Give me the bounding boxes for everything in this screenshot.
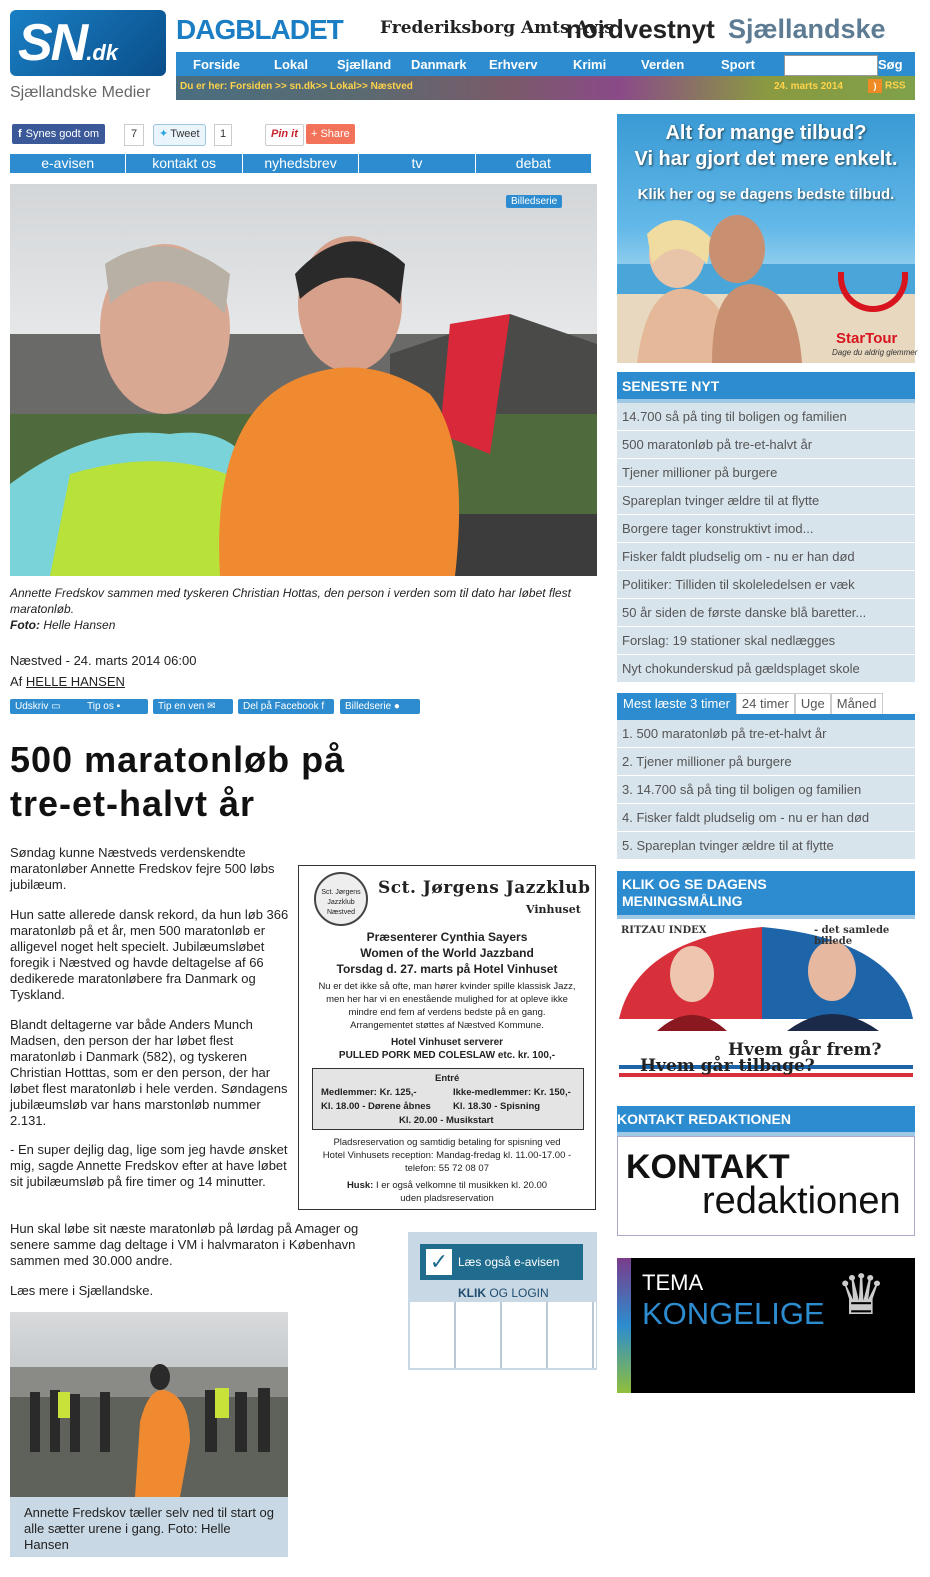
ad-line: Hotel Vinhusets reception: Mandag-fredag kl. 11.00-17.00 - xyxy=(322,1150,572,1161)
printer-icon: ▭ xyxy=(51,701,61,712)
billedserie-badge[interactable]: Billedserie xyxy=(506,195,562,208)
ad-line xyxy=(300,1180,594,1191)
header-date: 24. marts 2014 xyxy=(774,81,843,92)
tip-os-label: Tip os xyxy=(87,701,114,712)
photo-credit-label: Foto: xyxy=(10,618,40,632)
subnav-tv[interactable]: tv xyxy=(359,154,475,173)
nav-danmark[interactable]: Danmark xyxy=(411,57,467,72)
ad-line: Arrangementet støttes af Næstved Kommune. xyxy=(350,1020,544,1031)
share-label: Share xyxy=(320,128,350,140)
nav-verden[interactable]: Verden xyxy=(641,57,685,72)
brand-sjaellandske[interactable]: Sjællandske xyxy=(728,14,886,44)
list-item[interactable]: 50 år siden de første danske blå baretter... xyxy=(617,599,915,627)
tema-label: TEMA xyxy=(642,1270,704,1295)
tweet-button[interactable] xyxy=(153,124,206,146)
nav-forside[interactable]: Forside xyxy=(193,57,240,72)
ad-line: uden pladsreservation xyxy=(400,1193,494,1204)
subnav-kontakt[interactable]: kontakt os xyxy=(126,154,242,173)
share-facebook-label: Del på Facebook xyxy=(243,701,319,712)
list-item[interactable]: 1. 500 maratonløb på tre-et-halvt år xyxy=(617,720,915,748)
breadcrumb[interactable]: Du er her: Forsiden >> sn.dk>> Lokal>> Næstved xyxy=(180,81,413,92)
tip-os-button[interactable] xyxy=(82,699,148,714)
ad-headline-1: Alt for mange tilbud? xyxy=(665,122,867,144)
ad-headline-2: Vi har gjort det mere enkelt. xyxy=(634,148,898,170)
search-input[interactable] xyxy=(784,55,878,76)
body-paragraph: Blandt deltagerne var både Anders Munch Madsen, den person der har løbet flest maratonløb i Danmark (582), og tyskeren Christian Hotttas, som er den person, der har løbet flest maratonløb i hele verden. Søndagens jubilæumsløb var hans marstonløb nummer 2.131. xyxy=(10,1017,288,1128)
tab-uge[interactable]: Uge xyxy=(795,693,831,714)
headline-line-1: 500 maratonløb på xyxy=(10,739,346,780)
poll-tagline: - det samlede billede xyxy=(814,925,890,947)
ad-line: Pladsreservation og samtidig betaling for spisning ved xyxy=(333,1137,561,1148)
seneste-nyt-list xyxy=(617,403,915,683)
ad-line: Women of the World Jazzband xyxy=(360,946,534,960)
list-item[interactable]: 500 maratonløb på tre-et-halvt år xyxy=(617,431,915,459)
ad-line: Nu er det ikke så ofte, man hører kvinder spille klassisk Jazz, xyxy=(318,981,576,992)
facebook-icon: f xyxy=(18,128,22,140)
brand-nordvestnyt[interactable]: nordvestnyt xyxy=(566,14,715,44)
ad-line: telefon: 55 72 08 07 xyxy=(405,1163,489,1174)
e-avis-og-login: OG LOGIN xyxy=(486,1286,549,1300)
tweet-label: Tweet xyxy=(170,128,200,140)
rss-label: RSS xyxy=(885,80,906,92)
checkmark-icon: ✓ xyxy=(426,1249,452,1275)
poll-question-2: Hvem går tilbage? xyxy=(640,1056,815,1076)
nav-sport[interactable]: Sport xyxy=(721,57,755,72)
e-avis-klik: KLIK xyxy=(458,1286,486,1300)
search-button[interactable]: Søg xyxy=(878,57,903,72)
kontakt-big-text: KONTAKT xyxy=(626,1148,790,1186)
tip-en-ven-button[interactable] xyxy=(153,699,233,714)
list-item[interactable]: 4. Fisker faldt pludselig om - nu er han død xyxy=(617,804,915,832)
kontakt-small-text: redaktionen xyxy=(702,1180,901,1222)
second-photo-caption: Annette Fredskov tæller selv ned til start og alle sætter urene i gang. Foto: Helle Hansen xyxy=(10,1497,288,1557)
nav-lokal[interactable]: Lokal xyxy=(274,57,308,72)
seneste-nyt-heading: SENESTE NYT xyxy=(617,372,915,403)
photo2-illustration xyxy=(10,1312,288,1497)
body-paragraph: Læs mere i Sjællandske. xyxy=(10,1283,154,1298)
logo-subtitle: Sjællandske Medier xyxy=(10,84,151,101)
ad-price-member: Medlemmer: Kr. 125,- xyxy=(321,1087,417,1098)
most-read-tabs xyxy=(617,693,915,714)
jazz-price-box xyxy=(312,1068,584,1130)
ad-line: Torsdag d. 27. marts på Hotel Vinhuset xyxy=(336,962,558,976)
ad-line: PULLED PORK MED COLESLAW etc. kr. 100,- xyxy=(338,1050,556,1061)
facebook-small-icon: f xyxy=(321,701,325,712)
subnav-debat[interactable]: debat xyxy=(515,155,551,171)
photo-illustration xyxy=(10,184,597,576)
dateline: Næstved - 24. marts 2014 06:00 xyxy=(10,653,197,668)
startour-brand: StarTour xyxy=(836,330,898,347)
kontakt-heading: KONTAKT REDAKTIONEN xyxy=(617,1106,915,1136)
ad-headline-3: Klik her og se dagens bedste tilbud. xyxy=(637,186,895,203)
sn-logo[interactable] xyxy=(10,10,166,76)
rss-icon: ) xyxy=(868,79,882,93)
body-paragraph: - En super dejlig dag, lige som jeg havde ønsket mig, sagde Annette Fredskov efter at have løbet sit jubilæumsløb på fire timer og 14 minutter. xyxy=(10,1142,288,1189)
ad-entre: Entré xyxy=(435,1073,460,1084)
subnav-e-avisen[interactable]: e-avisen xyxy=(10,154,126,173)
tip-en-ven-label: Tip en ven xyxy=(158,701,205,712)
facebook-like-label: Synes godt om xyxy=(25,128,100,140)
facebook-like-count: 7 xyxy=(124,124,144,146)
ad-line: men her har vi en enestående mulighed for at opleve ikke xyxy=(326,994,568,1005)
author-line xyxy=(10,674,125,689)
print-label: Udskriv xyxy=(15,701,49,712)
crown-icon: ♛ xyxy=(836,1263,887,1326)
body-paragraph: Hun satte allerede dansk rekord, da hun løb 366 maratonløb på et år, men 500 maratonløb er alligevel noget helt specielt. Jubilæumsløbet foregik i Næstved og havde deltagelse af 66 dedikerede maratonløbere fra Danmark og Tyskland. xyxy=(10,907,289,1002)
tab-maaned[interactable]: Måned xyxy=(831,693,883,714)
twitter-icon: ✦ xyxy=(159,128,169,140)
article-second-photo[interactable] xyxy=(10,1312,288,1497)
poll-heading-1: KLIK OG SE DAGENS xyxy=(622,876,767,892)
person-icon: ● xyxy=(393,701,400,712)
camera-icon: ▪ xyxy=(116,701,121,712)
nav-krimi[interactable]: Krimi xyxy=(573,57,607,72)
subnav-nyhedsbrev[interactable]: nyhedsbrev xyxy=(243,154,359,173)
tab-3-timer[interactable]: Mest læste 3 timer xyxy=(617,693,736,714)
tweet-count: 1 xyxy=(214,124,232,146)
list-item[interactable]: 5. Spareplan tvinger ældre til at flytte xyxy=(617,832,915,860)
most-read-list xyxy=(617,720,915,860)
ad-price-nonmember: Ikke-medlemmer: Kr. 150,- xyxy=(453,1087,571,1098)
list-item[interactable]: 2. Tjener millioner på burgere xyxy=(617,748,915,776)
photo-credit: Helle Hansen xyxy=(43,618,116,632)
pin-it-button[interactable]: Pin it xyxy=(265,124,304,146)
jazzklub-venue: Vinhuset xyxy=(526,903,581,916)
share-button[interactable] xyxy=(306,124,355,144)
billedserie-label: Billedserie xyxy=(345,701,392,712)
logo-suffix: .dk xyxy=(86,40,119,65)
ad-time-doors: Kl. 18.00 - Dørene åbnes xyxy=(321,1101,431,1112)
ad-line: Hotel Vinhuset serverer xyxy=(390,1037,504,1048)
poll-ritzau-label: RITZAU INDEX xyxy=(621,925,707,936)
brand-frederiksborg-amts-avis[interactable]: Frederiksborg Amts Avis xyxy=(380,18,614,38)
sub-nav xyxy=(10,154,591,173)
print-button[interactable] xyxy=(10,699,86,714)
body-paragraph: Hun skal løbe sit næste maratonløb på lørdag på Amager og senere samme dag deltage i VM i halvmaraton i København sammen med 30.000 andre. xyxy=(10,1221,359,1268)
ad-husk: Husk: xyxy=(346,1180,374,1191)
tab-24-timer[interactable]: 24 timer xyxy=(736,693,795,714)
startour-slogan: Dage du aldrig glemmer xyxy=(832,348,918,357)
author-link[interactable]: HELLE HANSEN xyxy=(25,674,125,689)
poll-heading-2: MENINGSMÅLING xyxy=(622,893,743,909)
nav-sjaelland[interactable]: Sjælland xyxy=(337,57,392,72)
caption-text: Annette Fredskov sammen med tyskeren Christian Hottas, den person i verden som til dato har løbet flest maratonløb. xyxy=(10,586,571,616)
nav-erhverv[interactable]: Erhverv xyxy=(489,57,538,72)
facebook-like-button[interactable] xyxy=(12,124,105,144)
headline-line-2: tre-et-halvt år xyxy=(10,783,256,824)
ad-line: Præsenterer Cynthia Sayers xyxy=(366,930,528,944)
article-main-photo[interactable] xyxy=(10,184,597,576)
jazzklub-title: Sct. Jørgens Jazzklub xyxy=(378,878,591,898)
ad-time-music: Kl. 20.00 - Musikstart xyxy=(399,1115,494,1126)
list-item[interactable]: 3. 14.700 så på ting til boligen og familien xyxy=(617,776,915,804)
list-item[interactable]: Forslag: 19 stationer skal nedlægges xyxy=(617,627,915,655)
billedserie-button[interactable] xyxy=(340,699,420,714)
author-prefix: Af xyxy=(10,674,23,689)
brand-dagbladet[interactable]: DAGBLADET xyxy=(176,14,343,45)
body-paragraph: Søndag kunne Næstveds verdenskendte maratonløber Annette Fredskov fejre 500 løbs jubilæum. xyxy=(10,845,275,892)
list-item[interactable]: Politiker: Tilliden til skoleledelsen er væk xyxy=(617,571,915,599)
rss-link[interactable] xyxy=(868,79,906,93)
list-item[interactable]: Spareplan tvinger ældre til at flytte xyxy=(617,487,915,515)
logo-main: SN xyxy=(18,14,87,72)
poll-question-1: Hvem går frem? xyxy=(728,1040,882,1060)
e-avis-login[interactable] xyxy=(458,1286,549,1300)
tema-kongelige-label: KONGELIGE xyxy=(642,1296,825,1331)
ad-husk-text: I er også velkomne til musikken kl. 20.00 xyxy=(373,1180,548,1191)
photo-caption xyxy=(10,585,595,633)
share-facebook-button[interactable] xyxy=(238,699,334,714)
e-avis-button[interactable]: Læs også e-avisen xyxy=(420,1244,583,1280)
share-icon: + xyxy=(311,128,318,140)
ad-time-dinner: Kl. 18.30 - Spisning xyxy=(453,1101,541,1112)
newspaper-thumbnails xyxy=(410,1302,596,1368)
tema-color-strip xyxy=(617,1258,631,1393)
poll-heading[interactable] xyxy=(617,871,915,919)
list-item[interactable]: Nyt chokunderskud på gældsplaget skole xyxy=(617,655,915,683)
list-item[interactable]: Tjener millioner på burgere xyxy=(617,459,915,487)
list-item[interactable]: Borgere tager konstruktivt imod... xyxy=(617,515,915,543)
jazzklub-seal: Sct. Jørgens Jazzklub Næstved xyxy=(314,872,368,926)
article-headline xyxy=(10,738,430,826)
list-item[interactable]: 14.700 så på ting til boligen og familien xyxy=(617,403,915,431)
list-item[interactable]: Fisker faldt pludselig om - nu er han død xyxy=(617,543,915,571)
envelope-icon: ✉ xyxy=(207,701,216,712)
ad-line: mindre end fem af verdens bedste på en gang. xyxy=(348,1007,546,1018)
